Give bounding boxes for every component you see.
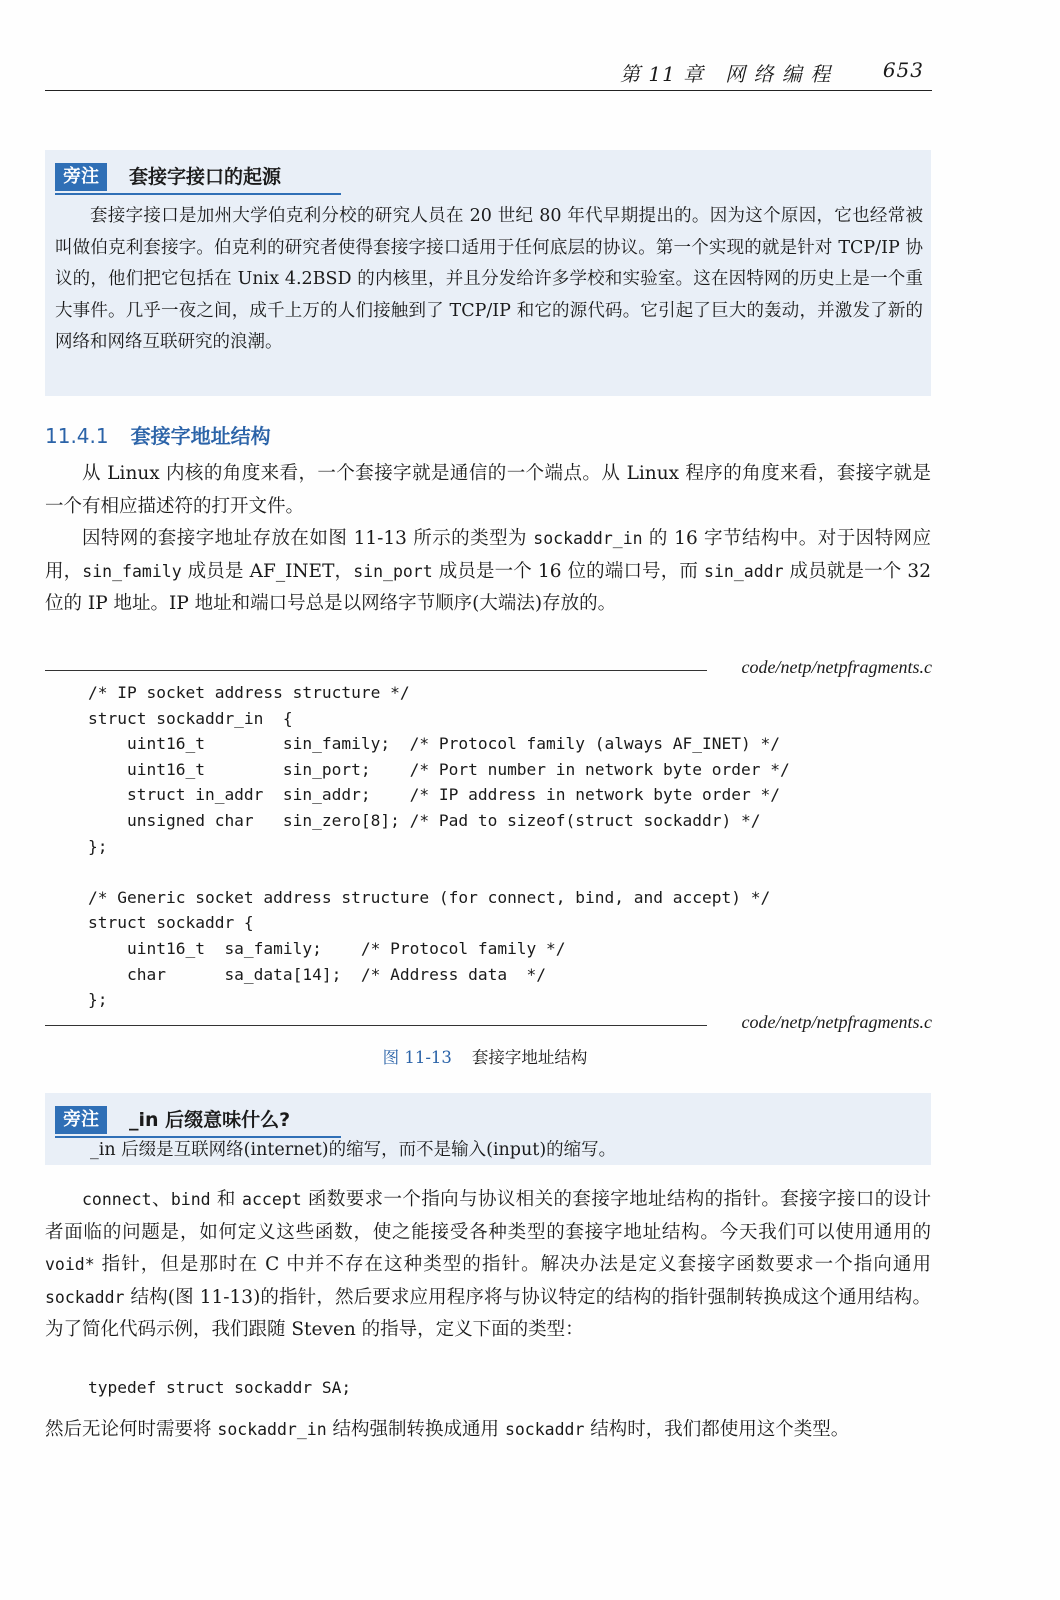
inline-code: accept [242,1190,302,1209]
text-run: 函数要求一个指向与协议相关的套接字地址结构的指针。套接字接口的设计者面临的问题是，如何定义这些函数，使之能接受各种类型的套接字地址结构。今天我们可以使用通用的 [45,1189,931,1243]
typedef-code-line: typedef struct sockaddr SA; [88,1378,352,1397]
inline-code: sockaddr [504,1420,585,1439]
figure-label: 图 11-13 [382,1048,452,1067]
text-run: 成员就是一个 32 位的 IP 地址。IP 地址和端口号总是以网络字节顺序(大端法)存放的。 [45,560,931,614]
paragraph: 从 Linux 内核的角度来看，一个套接字就是通信的一个端点。从 Linux 程序的角度来看，套接字就是一个有相应描述符的打开文件。 [45,463,931,517]
aside-title: 套接字接口的起源 [129,166,282,188]
section-title: 套接字地址结构 [130,424,271,448]
code-filename: code/netp/netpfragments.c [741,657,932,677]
header-rule [45,90,932,91]
inline-code: sockaddr_in [217,1420,327,1439]
section-number: 11.4.1 [45,424,109,448]
chapter-title: 第 11 章 网 络 编 程 [620,62,832,86]
inline-code: sin_addr [704,561,784,581]
section-heading [45,420,271,449]
text-run: 成员是一个 16 位的端口号，而 [432,560,705,582]
aside-paragraph: 套接字接口是加州大学伯克利分校的研究人员在 20 世纪 80 年代早期提出的。因为这个原因，它也经常被叫做伯克利套接字。伯克利的研究者使得套接字接口适用于任何底层的协议。第一个实现的就是针对 TCP/IP 协议的，他们把它包括在 Unix 4.2BSD 的内核里，并且分发给许多学校和实验室。这在因特网的历史上是一个重大事件。几乎一夜之间，成千上万的人们接触到了 TCP/IP 和它的源代码。它引起了巨大的轰动，并激发了新的网络和网络互联研究的浪潮。 [55,206,923,352]
inline-code: sockaddr_in [533,529,643,548]
paragraph [45,1414,931,1447]
inline-code: sockaddr [45,1287,125,1307]
aside-rule [55,193,341,195]
text-run: 然后无论何时需要将 [45,1419,218,1440]
figure-title: 套接字地址结构 [471,1048,588,1067]
text-run: 结构时，我们都使用这个类型。 [584,1419,850,1440]
inline-code: sin_family [82,561,182,581]
code-top-rule [45,670,707,671]
body-text-block [45,458,931,621]
text-run: 结构(图 11-13)的指针，然后要求应用程序将与协议特定的结构的指针强制转换成这个通用结构。为了简化代码示例，我们跟随 Steven 的指导，定义下面的类型： [45,1286,931,1340]
paragraph [45,523,931,621]
aside-tag: 旁注 [55,1106,107,1134]
body-text-block [45,1184,931,1347]
inline-code: sin_port [353,561,433,581]
aside-body [55,1135,923,1167]
aside-tag: 旁注 [55,163,107,191]
text-run: 因特网的套接字地址存放在如图 11-13 所示的类型为 [82,528,534,549]
inline-code: connect [82,1190,152,1209]
page-number: 653 [882,58,924,82]
text-run: 指针，但是那时在 C 中并不存在这种类型的指针。解决办法是定义套接字函数要求一个指向通用 [94,1254,931,1275]
text-run: 和 [210,1189,243,1210]
aside-box-socket-origin [45,150,931,396]
inline-code: void* [45,1255,95,1274]
text-run: 成员是 AF_INET， [181,560,354,582]
aside-body [55,201,923,359]
running-head [620,58,930,87]
text-run: 、 [151,1189,171,1210]
figure-caption [0,1044,970,1068]
code-filename: code/netp/netpfragments.c [741,1012,932,1032]
aside-title: _in 后缀意味什么? [129,1109,291,1131]
inline-code: bind [170,1190,211,1209]
aside-box-in-suffix [45,1093,931,1165]
paragraph [45,1184,931,1347]
code-bottom-rule [45,1025,707,1026]
code-listing: /* IP socket address structure */ struct sockaddr_in { uint16_t sin_family; /* Protocol family (always AF_INET) */ uint16_t sin_port; /* Port number in network byte order */ struct in_addr sin_addr; /* IP address in network byte order */ unsigned char sin_zero[8]; /* Pad to sizeof(struct sockaddr) */ }; /* Generic socket address structure (for connect, bind, and accept) */ struct sockaddr { uint16_t sa_family; /* Protocol family */ char sa_data[14]; /* Address data */ }; [88,683,790,1010]
text-run: 的 16 字节结构中。对于因特网应用， [45,528,931,582]
body-text-block [45,1414,931,1447]
aside-paragraph: _in 后缀是互联网络(internet)的缩写，而不是输入(input)的缩写。 [90,1140,617,1160]
text-run: 结构强制转换成通用 [326,1419,505,1440]
